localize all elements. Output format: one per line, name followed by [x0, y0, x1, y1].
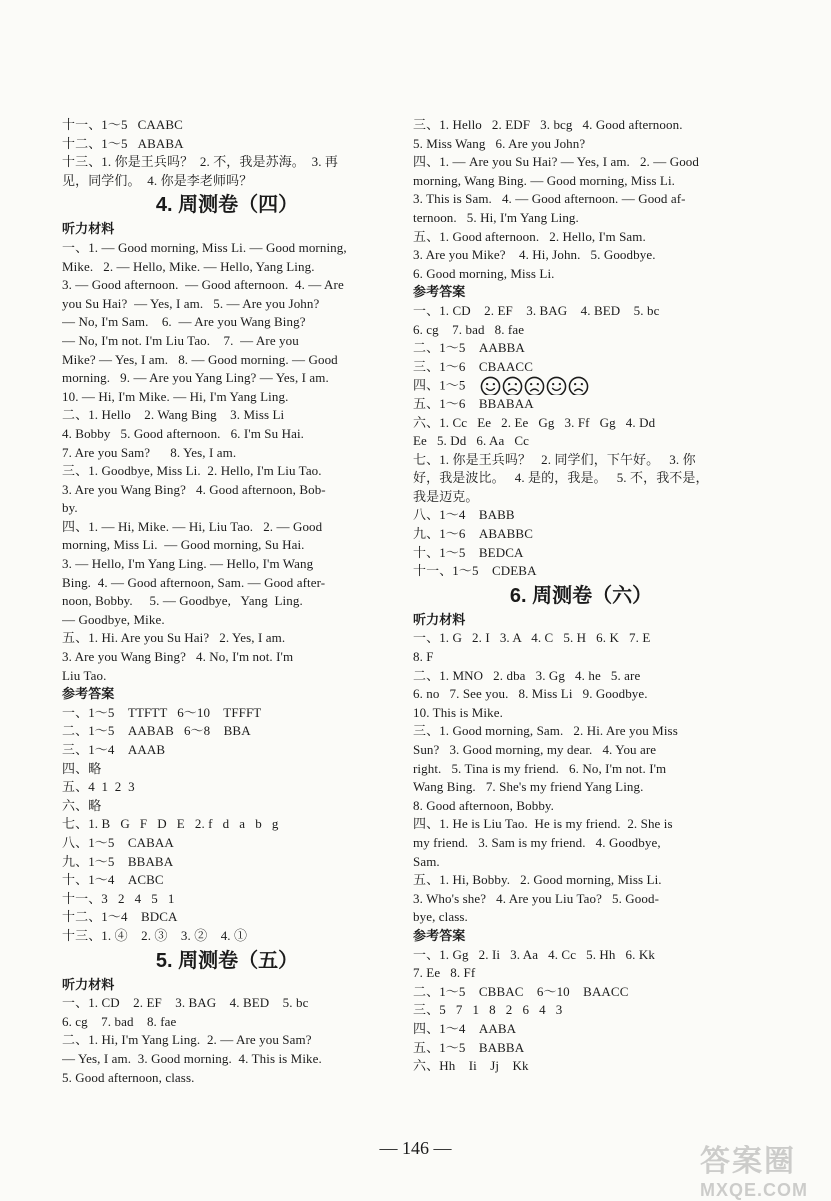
answer-line: — No, I'm not. I'm Liu Tao. 7. — Are you	[62, 332, 299, 348]
subsection-label: 听力材料	[413, 611, 466, 627]
section-title: 4. 周测卷（四）	[155, 194, 299, 217]
answer-line: 六、Hh Ii Jj Kk	[413, 1058, 529, 1074]
answer-line: 三、1. Goodbye, Miss Li. 2. Hello, I'm Liu Tao.	[62, 463, 322, 479]
answer-line: 5. Miss Wang 6. Are you John?	[413, 135, 586, 151]
answer-line: 6. cg 7. bad 8. fae	[62, 1013, 177, 1029]
answer-line: Wang Bing. 7. She's my friend Yang Ling.	[413, 779, 644, 795]
answer-line: 五、1. Good afternoon. 2. Hello, I'm Sam.	[413, 228, 646, 244]
answer-line: 6. cg 7. bad 8. fae	[413, 321, 525, 337]
answer-line: 十、1～5 BEDCA	[413, 544, 524, 560]
subsection-label: 听力材料	[62, 976, 115, 992]
subsection-label: 听力材料	[62, 221, 115, 237]
answer-line: Sun? 3. Good morning, my dear. 4. You are	[413, 742, 657, 757]
answer-line: 3. Are you Wang Bing? 4. No, I'm not. I'm	[62, 649, 294, 665]
answer-line: 一、1. CD 2. EF 3. BAG 4. BED 5. bc	[62, 995, 309, 1011]
answer-line: 五、1. Hi, Bobby. 2. Good morning, Miss Li.	[413, 872, 662, 888]
answer-line: 5. Good afternoon, class.	[62, 1069, 195, 1085]
frowning-face-icon	[502, 376, 523, 395]
face-answers	[480, 376, 590, 395]
smiley-face-icon	[546, 376, 567, 395]
answer-line: 十一、3 2 4 5 1	[62, 890, 175, 906]
answer-line: bye, class.	[413, 909, 468, 925]
answer-line: 3. — Good afternoon. — Good afternoon. 4. — Are	[62, 277, 344, 293]
answer-line: 二、1～5 CBBAC 6～10 BAACC	[413, 983, 629, 999]
answer-line: 三、1～6 CBAACC	[413, 358, 533, 374]
answer-line: 10. — Hi, I'm Mike. — Hi, I'm Yang Ling.	[62, 388, 289, 404]
answer-line: — Goodbye, Mike.	[62, 611, 165, 627]
answer-line: 3. This is Sam. 4. — Good afternoon. — Good af-	[413, 191, 686, 207]
answer-line: 8. Good afternoon, Bobby.	[413, 797, 555, 813]
answer-line: 十一、1～5 CDEBA	[413, 563, 537, 579]
answer-line: 十、1～4 ACBC	[62, 872, 164, 888]
answer-line: 六、略	[62, 797, 102, 813]
answer-line: ternoon. 5. Hi, I'm Yang Ling.	[413, 209, 579, 225]
answer-line: 五、4 1 2 3	[62, 779, 135, 795]
answer-line: 3. Who's she? 4. Are you Liu Tao? 5. Good-	[413, 890, 660, 906]
answer-line: 三、1. Hello 2. EDF 3. bcg 4. Good afternoon.	[413, 117, 683, 132]
answer-line: Ee 5. Dd 6. Aa Cc	[413, 433, 530, 449]
answer-line: 一、1. — Good morning, Miss Li. — Good morning,	[62, 239, 347, 255]
page-number: — 146 —	[379, 1138, 452, 1158]
answer-line: 三、5 7 1 8 2 6 4 3	[413, 1002, 563, 1018]
answer-line: 三、1. Good morning, Sam. 2. Hi. Are you Miss	[413, 723, 678, 739]
frowning-face-icon	[568, 376, 589, 395]
answer-line: 二、1. MNO 2. dba 3. Gg 4. he 5. are	[413, 667, 641, 683]
answer-line: 十一、1～5 CAABC	[62, 117, 183, 132]
answer-line: 7. Ee 8. Ff	[413, 965, 476, 981]
answer-line: 10. This is Mike.	[413, 704, 503, 720]
answer-line: — Yes, I am. 3. Good morning. 4. This is Mike.	[62, 1050, 322, 1066]
answer-line: — No, I'm Sam. 6. — Are you Wang Bing?	[62, 314, 306, 330]
subsection-label: 参考答案	[62, 686, 115, 702]
answer-line: 十二、1～4 BDCA	[62, 909, 178, 925]
answer-line: 6. no 7. See you. 8. Miss Li 9. Goodbye.	[413, 686, 648, 702]
answer-line: my friend. 3. Sam is my friend. 4. Goodbye,	[413, 834, 661, 850]
answer-line: 6. Good morning, Miss Li.	[413, 265, 555, 281]
answer-line: Mike. 2. — Hello, Mike. — Hello, Yang Ling.	[62, 258, 315, 274]
answer-line: Bing. 4. — Good afternoon, Sam. — Good after-	[62, 574, 326, 590]
answer-line: 九、1～6 ABABBC	[413, 526, 533, 542]
answer-line: 好，我是波比。 4. 是的，我是。 5. 不，我不是，	[413, 470, 709, 486]
answer-line: 四、1. He is Liu Tao. He is my friend. 2. She is	[413, 816, 673, 832]
answer-line: by.	[62, 500, 78, 516]
answer-line: 七、1. 你是王兵吗？ 2. 同学们，下午好。 3. 你	[413, 451, 696, 467]
answer-line: 八、1～5 CABAA	[62, 834, 174, 850]
answer-line: 六、1. Cc Ee 2. Ee Gg 3. Ff Gg 4. Dd	[413, 414, 656, 430]
answer-line: 二、1～5 AABAB 6～8 BBA	[62, 723, 251, 739]
answer-line: you Su Hai? — Yes, I am. 5. — Are you John?	[62, 295, 320, 311]
answer-line: 五、1～5 BABBA	[413, 1039, 525, 1055]
answer-line: 五、1～6 BBABAA	[413, 395, 534, 411]
answer-line: 7. Are you Sam? 8. Yes, I am.	[62, 444, 237, 460]
answer-line: 四、1. — Are you Su Hai? — Yes, I am. 2. — Good	[413, 154, 699, 170]
answer-line: 二、1. Hi, I'm Yang Ling. 2. — Are you Sam?	[62, 1032, 312, 1048]
answer-line: 我是迈克。	[413, 488, 479, 504]
answer-line: 4. Bobby 5. Good afternoon. 6. I'm Su Hai.	[62, 425, 305, 441]
answer-line: morning, Miss Li. — Good morning, Su Hai.	[62, 537, 305, 553]
section-title: 6. 周测卷（六）	[509, 584, 653, 607]
smiley-face-icon	[480, 376, 501, 395]
subsection-label: 参考答案	[413, 927, 466, 943]
answer-line: 一、1. CD 2. EF 3. BAG 4. BED 5. bc	[413, 302, 660, 318]
answer-line: 一、1. Gg 2. Ii 3. Aa 4. Cc 5. Hh 6. Kk	[413, 946, 655, 962]
answer-line: 8. F	[413, 649, 434, 665]
answer-line: 四、1. — Hi, Mike. — Hi, Liu Tao. 2. — Good	[62, 518, 323, 534]
frowning-face-icon	[524, 376, 545, 395]
answer-line: 3. — Hello, I'm Yang Ling. — Hello, I'm Wang	[62, 556, 314, 572]
answer-line: 四、1～4 AABA	[413, 1020, 517, 1036]
answer-line: 八、1～4 BABB	[413, 507, 515, 523]
answer-line: 3. Are you Mike? 4. Hi, John. 5. Goodbye.	[413, 247, 656, 263]
answer-line: 九、1～5 BBABA	[62, 853, 174, 869]
answer-line: 十三、1. 你是王兵吗？ 2. 不，我是苏海。 3. 再	[62, 154, 338, 170]
answer-line: Sam.	[413, 853, 440, 869]
answer-line: morning, Wang Bing. — Good morning, Miss Li.	[413, 172, 676, 188]
right-column	[413, 116, 749, 1076]
answer-line: noon, Bobby. 5. — Goodbye, Yang Ling.	[62, 593, 303, 609]
left-column	[62, 116, 392, 1087]
answer-line: 一、1～5 TTFTT 6～10 TFFFT	[62, 704, 262, 720]
answer-line: 见，同学们。 4. 你是李老师吗？	[62, 172, 253, 188]
answer-line: 二、1. Hello 2. Wang Bing 3. Miss Li	[62, 407, 285, 423]
answer-line: right. 5. Tina is my friend. 6. No, I'm not. I'm	[413, 760, 667, 776]
answer-label: 四、1～5	[413, 377, 466, 393]
answer-line: Liu Tao.	[62, 667, 107, 683]
answer-line: 二、1～5 AABBA	[413, 340, 525, 356]
answer-line: 3. Are you Wang Bing? 4. Good afternoon, Bob-	[62, 481, 326, 497]
answer-line: 十三、1. ④ 2. ③ 3. ② 4. ①	[62, 927, 248, 943]
answer-line: 三、1～4 AAAB	[62, 742, 166, 757]
answer-line	[413, 376, 749, 395]
answer-line: 七、1. B G F D E 2. f d a b g	[62, 816, 279, 832]
answer-line: Mike? — Yes, I am. 8. — Good morning. — Good	[62, 351, 338, 367]
answer-line: 四、略	[62, 760, 102, 776]
answer-line: 十二、1～5 ABABA	[62, 135, 184, 151]
answer-line: morning. 9. — Are you Yang Ling? — Yes, I am.	[62, 370, 329, 386]
watermark-logo: 答案圈 MXQE.COM	[700, 1145, 809, 1200]
answer-line: 一、1. G 2. I 3. A 4. C 5. H 6. K 7. E	[413, 630, 651, 646]
subsection-label: 参考答案	[413, 284, 466, 300]
section-title: 5. 周测卷（五）	[155, 949, 299, 972]
answer-line: 五、1. Hi. Are you Su Hai? 2. Yes, I am.	[62, 630, 286, 646]
